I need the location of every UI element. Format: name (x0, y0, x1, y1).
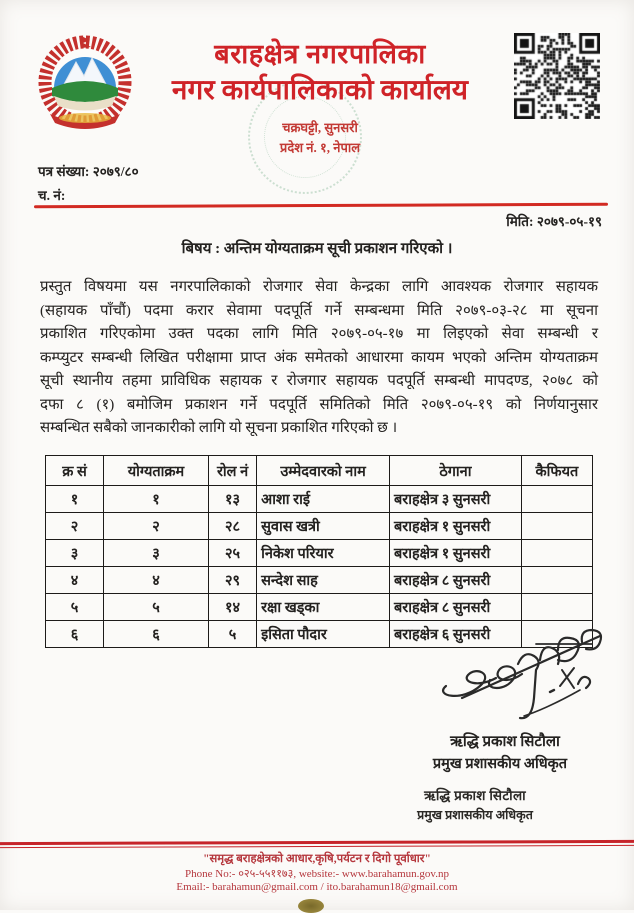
col-candidate-name: उम्मेदवारको नाम (257, 456, 390, 486)
cell-serial: ४ (46, 567, 104, 594)
address-line-2: प्रदेश नं. १, नेपाल (279, 140, 361, 155)
cell-name: सुवास खत्री (257, 513, 390, 540)
table-row (46, 540, 593, 567)
letter-number: पत्र संख्या: २०७९/८० (38, 164, 139, 179)
cell-serial: २ (46, 513, 104, 540)
body-line: कम्प्युटर सम्बन्धी लिखित परीक्षामा प्राप्त अंक समेतको आधारमा कायम भएको अन्तिम योग्यताक्रम (40, 349, 598, 366)
cell-address: बराहक्षेत्र १ सुनसरी (390, 540, 522, 567)
cell-remarks (521, 540, 592, 567)
cell-roll: २८ (208, 513, 256, 540)
cell-merit: ६ (103, 621, 208, 648)
cell-merit: ३ (103, 540, 208, 567)
table-row (46, 567, 593, 594)
col-roll-no: रोल नं (208, 456, 256, 486)
cell-serial: १ (46, 486, 104, 513)
signer-title: प्रमुख प्रशासकीय अधिकृत (432, 756, 568, 772)
cell-roll: ५ (208, 621, 256, 648)
cell-roll: २९ (208, 567, 256, 594)
col-merit-order: योग्यताक्रम (103, 456, 208, 486)
handwritten-signature (432, 620, 622, 720)
letter-date: मिति: २०७९-०५-१९ (506, 214, 602, 229)
cell-name: इसिता पौदार (257, 621, 390, 648)
footer-phone-website: Phone No:- ०२५-५५११७३, website:- www.barahamun.gov.np (185, 868, 449, 880)
municipality-name: बराहक्षेत्र नगरपालिका (214, 39, 426, 69)
body-line: प्रस्तुत विषयमा यस नगरपालिकाको रोजगार सेवा केन्द्रका लागि आवश्यक रोजगार सहायक (40, 279, 598, 295)
signer-name: ऋद्धि प्रकाश सिटौला (450, 734, 560, 750)
cell-address: बराहक्षेत्र १ सुनसरी (390, 513, 522, 540)
col-remarks: कैफियत (521, 456, 592, 486)
cell-name: निकेश परियार (257, 540, 390, 567)
cell-serial: ५ (46, 594, 104, 621)
cell-serial: ३ (46, 540, 104, 567)
body-paragraph (40, 276, 598, 441)
footer-slogan: "समृद्ध बराहक्षेत्रको आधार,कृषि,पर्यटन र दिगो पूर्वाधार" (203, 853, 431, 865)
cell-merit: २ (103, 513, 208, 540)
footer-divider-rule-bottom (0, 845, 634, 848)
cell-name: रक्षा खड्का (257, 594, 390, 621)
cell-name: आशा राई (257, 486, 390, 513)
subject-line: बिषय : अन्तिम योग्यताक्रम सूची प्रकाशन गरिएको । (181, 241, 453, 257)
cell-address: बराहक्षेत्र ६ सुनसरी (390, 621, 522, 648)
table-row (46, 594, 593, 621)
cell-merit: १ (103, 486, 208, 513)
cell-name: सन्देश साह (257, 567, 390, 594)
body-line: सूची स्थानीय तहमा प्राविधिक सहायक र रोजगार सहायक पदपूर्ति सम्बन्धी मापदण्ड, २०७८ को (40, 373, 598, 389)
cell-remarks (521, 567, 592, 594)
body-line: (सहायक पाँचौं) पदमा करार सेवामा पदपूर्ति गर्ने सम्बन्धमा मिति २०७९-०३-२८ मा सूचना (40, 302, 598, 319)
header-divider-rule (34, 203, 608, 209)
cell-remarks (521, 513, 592, 540)
office-name: नगर कार्यपालिकाको कार्यालय (171, 75, 469, 106)
round-office-stamp-inner (264, 96, 346, 178)
table-row (46, 513, 593, 540)
table-header-row (46, 456, 593, 486)
col-address: ठेगाना (390, 456, 522, 486)
col-serial-no: क्र सं (46, 456, 104, 486)
cell-address: बराहक्षेत्र ३ सुनसरी (390, 486, 522, 513)
cell-roll: २५ (208, 540, 256, 567)
cell-remarks (521, 594, 592, 621)
cell-serial: ६ (46, 621, 104, 648)
cell-roll: १३ (208, 486, 256, 513)
stamp-signer-name: ऋद्धि प्रकाश सिटौला (424, 788, 526, 803)
table-row (46, 486, 593, 513)
cell-merit: ४ (103, 567, 208, 594)
cell-address: बराहक्षेत्र ८ सुनसरी (390, 594, 522, 621)
stamp-signer-title: प्रमुख प्रशासकीय अधिकृत (417, 808, 533, 822)
footer-email: Email:- barahamun@gmail.com / ito.barahamun18@gmail.com (176, 881, 458, 893)
chalani-number: च. नं: (38, 188, 66, 203)
cell-remarks (521, 486, 592, 513)
footer-divider-rule-top (0, 840, 634, 845)
scan-artifact-mark (298, 899, 324, 913)
cell-merit: ५ (103, 594, 208, 621)
body-line: सम्बन्धित सबैको जानकारीको लागि यो सूचना प्रकाशित गरिएको छ । (40, 420, 398, 436)
address-line-1: चक्रघट्टी, सुनसरी (282, 120, 358, 135)
cell-address: बराहक्षेत्र ८ सुनसरी (390, 567, 522, 594)
body-line: प्रकाशित गरिएकोमा उक्त पदका लागि मिति २०७९-०५-१७ मा लिइएको सेवा सम्बन्धी र (40, 326, 598, 342)
body-line: दफा ८ (१) बमोजिम प्रकाशन गर्ने पदपूर्ति समितिको मिति २०७९-०५-१९ को निर्णयानुसार (40, 396, 598, 413)
cell-roll: १४ (208, 594, 256, 621)
